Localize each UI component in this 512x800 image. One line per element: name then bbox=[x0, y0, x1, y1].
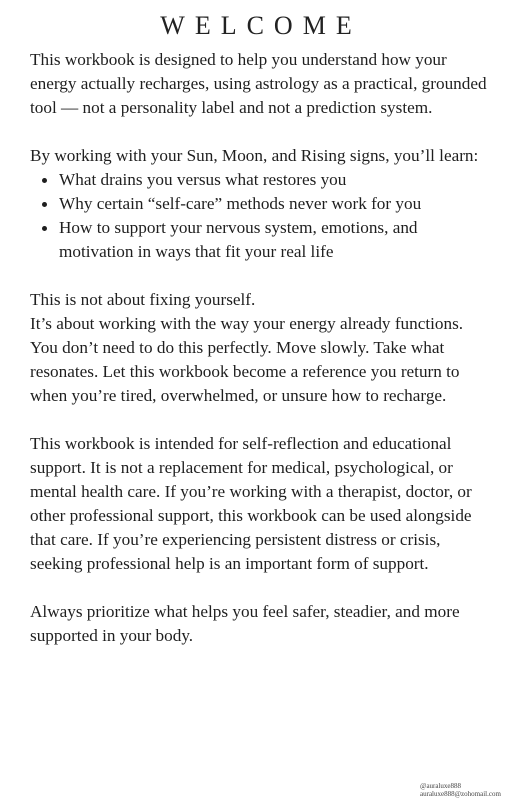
intro-paragraph: This workbook is designed to help you understand how your energy actually recharges, using astrology as a practical, grounded tool — not a personality label and not a prediction system. bbox=[30, 50, 487, 117]
paragraph-gap bbox=[30, 576, 492, 600]
disclaimer-paragraph: This workbook is intended for self-reflection and educational support. It is not a replacement for medical, psychological, or mental health care. If you’re working with a therapist, doctor, or other professional support, this workbook can be used alongside that care. If you’re experiencing persistent distress or crisis, seeking professional help is an important form of support. bbox=[30, 434, 472, 573]
list-item: Why certain “self-care” methods never work for you bbox=[30, 192, 492, 216]
closing-paragraph: Always prioritize what helps you feel safer, steadier, and more supported in your body. bbox=[30, 602, 460, 645]
page-content bbox=[30, 48, 492, 648]
credit-email: auraluxe888@zohomail.com bbox=[420, 790, 501, 798]
paragraph-gap bbox=[30, 264, 492, 288]
credit-handle: @auraluxe888 bbox=[420, 782, 462, 790]
perfectly-paragraph: You don’t need to do this perfectly. Move slowly. Take what resonates. Let this workbook become a reference you return to when you’re tired, overwhelmed, or unsure how to recharge. bbox=[30, 338, 460, 405]
learn-list bbox=[30, 168, 492, 264]
paragraph-gap bbox=[30, 120, 492, 144]
not-fixing-line: This is not about fixing yourself. bbox=[30, 290, 256, 309]
list-item: How to support your nervous system, emotions, and motivation in ways that fit your real life bbox=[30, 216, 492, 264]
working-with-line: It’s about working with the way your energy already functions. bbox=[30, 314, 464, 333]
list-item: What drains you versus what restores you bbox=[30, 168, 492, 192]
learn-lead-paragraph: By working with your Sun, Moon, and Rising signs, you’ll learn: bbox=[30, 146, 479, 165]
page-title: WELCOME bbox=[160, 11, 362, 40]
paragraph-gap bbox=[30, 408, 492, 432]
author-credit bbox=[420, 782, 501, 798]
